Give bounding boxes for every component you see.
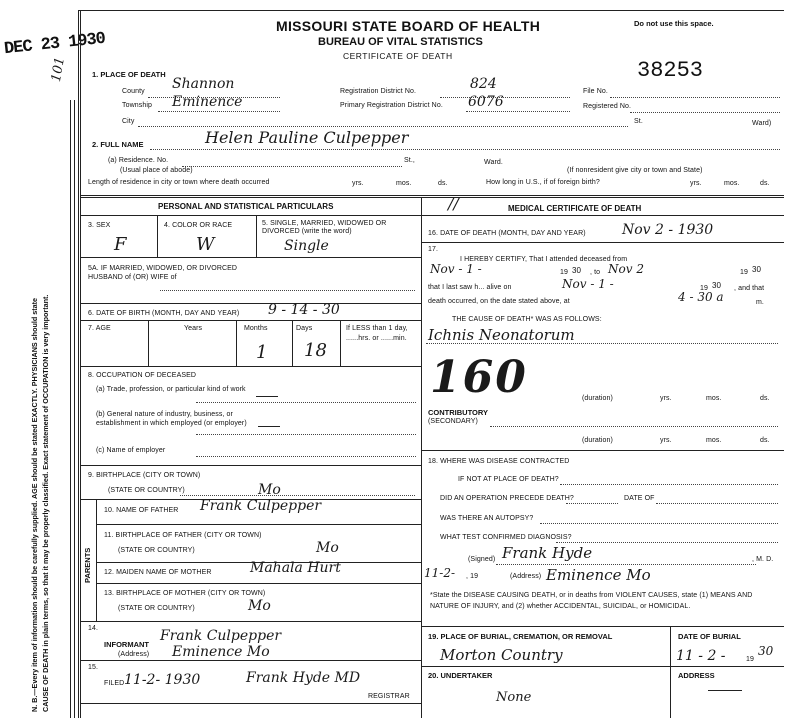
- occupation-a-label: (a) Trade, profession, or particular kind of work: [96, 386, 246, 393]
- bureau-title: BUREAU OF VITAL STATISTICS: [318, 36, 483, 48]
- occupation-label: 8. OCCUPATION OF DECEASED: [88, 372, 197, 379]
- county-value: Shannon: [172, 76, 235, 92]
- not-at-place-label: IF NOT AT PLACE OF DEATH?: [458, 476, 559, 483]
- us-ds-label: ds.: [760, 180, 770, 187]
- column-divider: [421, 197, 422, 718]
- full-name-value: Helen Pauline Culpepper: [205, 128, 409, 147]
- marital-value: Single: [284, 238, 329, 254]
- mother-bp-state-label: (STATE OR COUNTRY): [118, 605, 195, 612]
- death-certificate: DEC 23 1930 101 N. B.—Every item of information should be carefully supplied. AGE should be stated EXACTLY. PHYSICIANS should state CAUSE OF DEATH in plain terms, so that it may be properly classified. Exact statement of OCCUPATION is very important. MISSOURI STATE BOARD OF HEALTH BUREAU OF VITAL STATISTICS CERTIFICATE OF DEATH Do not use this space. 38253 1. PLACE OF DEATH County Shannon Township Eminence City Registration District No. 824 Primary Registration District No. 6076 File No. Registered No. St. Ward) 2. FULL NAME Helen Pauline Culpepper (a) Residence. No. St., Ward. (Usual place of abode) (If nonresident give city or town and State) Length of residence in city or town where death occurred yrs. mos. ds. How long in U.S., if of foreign birth? yrs. mos. ds. PERSONAL AND STATISTICAL PARTICULARS 3. SEX F 4. COLOR OR RACE W 5. SINGLE, MARRIED, WIDOWED OR DIVORCED (write the word) Single 5A. IF MARRIED, WIDOWED, OR DIVORCED HUSBAND of (OR) WIFE of 6. DATE OF BIRTH (MONTH, DAY AND YEAR) 9 - 14 - 30 7. AGE Years Months 1 Days 18 If LESS than 1 day, ......hrs. or ......min. 8. OCCUPATION OF DECEASED (a) Trade, profession, or particular kind of work (b) General nature of industry, business, or establishment in which employed (or employer) (c) Name of employer 9. BIRTHPLACE (CITY OR TOWN) (STATE OR COUNTRY) Mo PARENTS 10. NAME OF FATHER Frank Culpepper 11. BIRTHPLACE OF FATHER (CITY OR TOWN) (STATE OR COUNTRY) Mo 12. MAIDEN NAME OF MOTHER Mahala Hurt 13. BIRTHPLACE OF MOTHER (CITY OR TOWN) (STATE OR COUNTRY) Mo 14. INFORMANT Frank Culpepper (Address) Eminence Mo 15. FILED 11-2- 1930 Frank Hyde MD REGISTRAR MEDICAL CERTIFICATE OF DEATH // 16. DATE OF DEATH (MONTH, DAY AND YEAR) Nov 2 - 1930 17. I HEREBY CERTIFY, That I attended deceased from Nov - 1 - 19 30 , to Nov 2 19 30 that I last saw h... alive on Nov - 1 - 19 30 , and that death occurred, on the date stated above, at 4 - 30 a m. THE CAUSE OF DEATH* WAS AS FOLLOWS: Ichnis Neonatorum 160 (duration) yrs. mos. ds. CONTRIBUTORY (SECONDARY) (duration) yrs. mos. ds. 18. WHERE WAS DISEASE CONTRACTED IF NOT AT PLACE OF DEATH? DID AN OPERATION PRECEDE DEATH? DATE OF WAS THERE AN AUTOPSY? WHAT TEST CONFIRMED DIAGNOSIS? (Signed) Frank Hyde , M. D. 11-2- , 19 (Address) Eminence Mo *State the DISEASE CAUSING DEATH, or in deaths from VIOLENT CAUSES, state (1) MEANS AND NATURE OF INJURY, and (2) whether ACCIDENTAL, SUICIDAL, or HOMICIDAL. 19. PLACE OF BURIAL, CREMATION, OR REMOVAL Morton Country DATE OF BURIAL 11 - 2 - 19 30 20. UNDERTAKER None ADDRESS: [0, 0, 789, 718]
- undertaker-label: 20. UNDERTAKER: [428, 671, 493, 680]
- city-label: City: [122, 118, 135, 125]
- autopsy-label: WAS THERE AN AUTOPSY?: [440, 515, 534, 522]
- date-of-death-label: 16. DATE OF DEATH (MONTH, DAY AND YEAR): [428, 230, 586, 237]
- less-than-day-label: If LESS than 1 day, ......hrs. or ......min.: [346, 325, 408, 342]
- father-birthplace-value: Mo: [316, 540, 339, 556]
- usual-abode-label: (Usual place of abode): [120, 167, 193, 174]
- cause-footnote: *State the DISEASE CAUSING DEATH, or in deaths from VIOLENT CAUSES, state (1) MEANS AND NATURE OF INJURY, and (2) whether ACCIDENTAL, SUICIDAL, or HOMICIDAL.: [430, 592, 753, 610]
- margin-instruction-1: N. B.—Every item of information should be carefully supplied. AGE should be stated EXACTLY. PHYSICIANS should state: [30, 297, 39, 712]
- cause-label: THE CAUSE OF DEATH* WAS AS FOLLOWS:: [452, 316, 602, 323]
- address-label: ADDRESS: [678, 671, 715, 680]
- physician-signature: Frank Hyde: [502, 544, 593, 562]
- undertaker-value: None: [496, 690, 532, 705]
- cause-code: 160: [430, 352, 528, 403]
- reg-district-value: 824: [470, 76, 497, 92]
- registrar-signature: Frank Hyde MD: [246, 670, 361, 686]
- attended-from-value: Nov - 1 -: [430, 262, 482, 276]
- sex-label: 3. SEX: [88, 222, 111, 229]
- burial-date-label: DATE OF BURIAL: [678, 632, 741, 641]
- burial-place-value: Morton Country: [440, 646, 563, 664]
- father-bp-state-label: (STATE OR COUNTRY): [118, 547, 195, 554]
- margin-rule: [70, 100, 71, 718]
- color-label: 4. COLOR OR RACE: [164, 222, 233, 229]
- margin-rule-inner: [74, 100, 75, 718]
- st-label: St.: [634, 118, 643, 125]
- left-border-double: [80, 10, 81, 718]
- mother-birthplace-value: Mo: [248, 598, 271, 614]
- months-value: 1: [256, 342, 268, 363]
- primary-district-label: Primary Registration District No.: [340, 102, 443, 109]
- birthplace-label: 9. BIRTHPLACE (CITY OR TOWN): [88, 472, 201, 479]
- dob-label: 6. DATE OF BIRTH (MONTH, DAY AND YEAR): [88, 310, 240, 317]
- medical-heading: MEDICAL CERTIFICATE OF DEATH: [508, 204, 642, 213]
- us-mos-label: mos.: [724, 180, 740, 187]
- occupation-c-label: (c) Name of employer: [96, 447, 166, 454]
- attended-to-year: 30: [752, 265, 762, 274]
- form-title: MISSOURI STATE BOARD OF HEALTH: [276, 18, 541, 34]
- days-label: Days: [296, 325, 313, 332]
- last-saw-value: Nov - 1 -: [562, 277, 614, 291]
- diagnosis-label: WHAT TEST CONFIRMED DIAGNOSIS?: [440, 534, 572, 541]
- duration-2-label: (duration): [582, 437, 613, 444]
- certificate-title: CERTIFICATE OF DEATH: [343, 51, 453, 61]
- ds-label: ds.: [438, 180, 448, 187]
- stamp-note: 101: [48, 55, 68, 84]
- mother-name-label: 12. MAIDEN NAME OF MOTHER: [104, 569, 212, 576]
- last-saw-year: 30: [712, 281, 722, 290]
- residence-ward-label: Ward.: [484, 159, 503, 166]
- primary-district-value: 6076: [468, 94, 504, 110]
- spouse-label: 5A. IF MARRIED, WIDOWED, OR DIVORCED HUSBAND of (OR) WIFE of: [88, 265, 238, 281]
- parents-label: PARENTS: [83, 547, 92, 583]
- personal-heading: PERSONAL AND STATISTICAL PARTICULARS: [158, 202, 334, 211]
- operation-label: DID AN OPERATION PRECEDE DEATH?: [440, 495, 574, 502]
- attended-from-year: 30: [572, 266, 582, 275]
- how-long-us-label: How long in U.S., if of foreign birth?: [486, 179, 600, 186]
- color-value: W: [196, 234, 215, 255]
- sex-value: F: [114, 234, 127, 255]
- township-value: Eminence: [172, 94, 243, 110]
- filed-label: FILED: [104, 680, 125, 687]
- cause-value: Ichnis Neonatorum: [428, 326, 575, 344]
- md-label: , M. D.: [752, 556, 774, 563]
- years-label: Years: [184, 325, 203, 332]
- age-label: 7. AGE: [88, 325, 111, 332]
- burial-label: 19. PLACE OF BURIAL, CREMATION, OR REMOVAL: [428, 632, 613, 641]
- date-of-death-value: Nov 2 - 1930: [622, 222, 714, 238]
- secondary-label: (SECONDARY): [428, 418, 478, 425]
- place-of-death-label: 1. PLACE OF DEATH: [92, 70, 166, 79]
- reg-district-label: Registration District No.: [340, 88, 417, 95]
- county-label: County: [122, 88, 145, 95]
- informant-address-label: (Address): [118, 651, 150, 658]
- informant-label: INFORMANT: [104, 640, 149, 649]
- days-value: 18: [304, 340, 327, 361]
- mos-label: mos.: [396, 180, 412, 187]
- father-name-value: Frank Culpepper: [200, 498, 322, 514]
- left-border: [78, 10, 79, 718]
- margin-instruction-2: CAUSE OF DEATH in plain terms, so that it may be properly classified. Exact statement of OCCUPATION is very important.: [41, 294, 50, 712]
- dob-value: 9 - 14 - 30: [268, 302, 340, 318]
- informant-address-value: Eminence Mo: [172, 644, 270, 660]
- contracted-label: 18. WHERE WAS DISEASE CONTRACTED: [428, 458, 570, 465]
- ward-label: Ward): [752, 120, 772, 127]
- last-saw-label: that I last saw h... alive on: [428, 284, 512, 291]
- marital-label: 5. SINGLE, MARRIED, WIDOWED OR DIVORCED (write the word): [262, 220, 387, 235]
- occupation-b-label: (b) General nature of industry, business, or establishment in which employed (or employer): [96, 411, 247, 427]
- informant-value: Frank Culpepper: [160, 628, 282, 644]
- residence-st-label: St.,: [404, 157, 415, 164]
- birthplace-state-label: (STATE OR COUNTRY): [108, 487, 185, 494]
- months-label: Months: [244, 325, 268, 332]
- certify-label: I HEREBY CERTIFY, That I attended deceased from: [460, 256, 628, 263]
- signed-label: (Signed): [468, 556, 496, 563]
- father-birthplace-label: 11. BIRTHPLACE OF FATHER (CITY OR TOWN): [104, 532, 262, 539]
- mother-name-value: Mahala Hurt: [250, 560, 341, 576]
- attended-to-value: Nov 2: [608, 262, 644, 276]
- father-name-label: 10. NAME OF FATHER: [104, 507, 179, 514]
- us-yrs-label: yrs.: [690, 180, 702, 187]
- received-date-stamp: DEC 23 1930: [3, 29, 106, 60]
- nonresident-label: (If nonresident give city or town and State): [567, 167, 703, 174]
- sign-address-value: Eminence Mo: [546, 566, 651, 584]
- mother-birthplace-label: 13. BIRTHPLACE OF MOTHER (CITY OR TOWN): [104, 590, 266, 597]
- sign-address-label: (Address): [510, 573, 542, 580]
- file-no-label: File No.: [583, 88, 608, 95]
- residence-label: (a) Residence. No.: [108, 157, 169, 164]
- full-name-label: 2. FULL NAME: [92, 140, 144, 149]
- registered-no-label: Registered No.: [583, 103, 632, 110]
- top-border: [78, 10, 784, 11]
- operation-date-label: DATE OF: [624, 495, 655, 502]
- birthplace-value: Mo: [258, 482, 281, 498]
- death-occurred-label: death occurred, on the date stated above, at: [428, 298, 570, 305]
- informant-number: 14.: [88, 625, 99, 632]
- sign-date-value: 11-2-: [424, 566, 456, 580]
- office-use-note: Do not use this space.: [634, 19, 714, 28]
- file-number: 38253: [637, 58, 704, 83]
- length-residence-label: Length of residence in city or town where death occurred: [88, 179, 270, 186]
- township-label: Township: [122, 102, 152, 109]
- filed-number: 15.: [88, 664, 99, 671]
- certify-number: 17.: [428, 246, 439, 253]
- contributory-label: CONTRIBUTORY: [428, 408, 488, 417]
- death-time-value: 4 - 30 a: [678, 290, 724, 304]
- registrar-label: REGISTRAR: [368, 693, 410, 700]
- yrs-label: yrs.: [352, 180, 364, 187]
- filed-date-value: 11-2- 1930: [124, 672, 201, 688]
- burial-date-value: 11 - 2 -: [676, 648, 726, 664]
- duration-label: (duration): [582, 395, 613, 402]
